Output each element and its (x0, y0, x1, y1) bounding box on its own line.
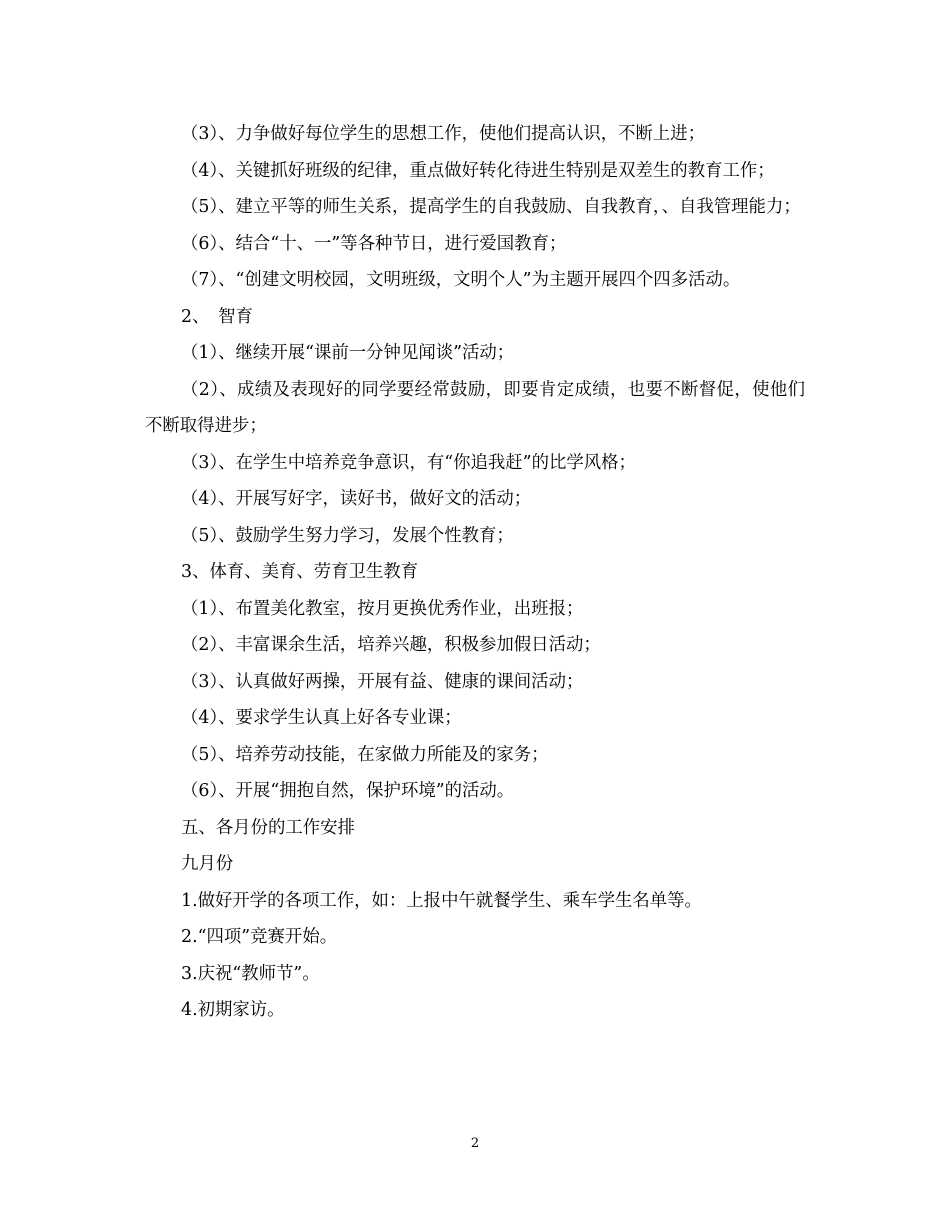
list-item: 4.初期家访。 (181, 1000, 285, 1020)
paragraph: （2）、成绩及表现好的同学要经常鼓励，即要肯定成绩，也要不断督促，使他们不断取得进步； (145, 379, 805, 436)
paragraph: （3）、力争做好每位学生的思想工作，使他们提高认识，不断上进； (181, 124, 706, 144)
section-heading: 五、各月份的工作安排 (181, 817, 355, 838)
paragraph: （5）、鼓励学生努力学习，发展个性教育； (181, 525, 514, 546)
document-body (145, 116, 805, 1029)
paragraph: （6）、开展“拥抱自然，保护环境”的活动。 (181, 781, 515, 801)
list-item: 3.庆祝“教师节”。 (181, 963, 320, 984)
paragraph: （4）、关键抓好班级的纪律，重点做好转化待进生特别是双差生的教育工作； (181, 160, 775, 181)
section-heading: 3、体育、美育、劳育卫生教育 (181, 562, 419, 582)
paragraph: （1）、继续开展“课前一分钟见闻谈”活动； (181, 343, 515, 363)
paragraph: （5）、培养劳动技能，在家做力所能及的家务； (181, 744, 549, 765)
paragraph: （3）、在学生中培养竞争意识，有“你追我赶”的比学风格； (181, 452, 636, 473)
paragraph: （4）、要求学生认真上好各专业课； (181, 708, 462, 728)
paragraph: （3）、认真做好两操，开展有益、健康的课间活动； (181, 671, 584, 692)
list-item: 1.做好开学的各项工作，如：上报中午就餐学生、乘车学生名单等。 (181, 890, 702, 911)
paragraph: （2）、丰富课余生活，培养兴趣，积极参加假日活动； (181, 635, 601, 655)
page-number: 2 (470, 1136, 480, 1151)
paragraph: （5）、建立平等的师生关系，提高学生的自我鼓励、自我教育，、自我管理能力； (181, 197, 801, 217)
section-heading: 2、 智育 (181, 306, 253, 327)
paragraph: （1）、布置美化教室，按月更换优秀作业，出班报； (181, 598, 584, 619)
paragraph: （7）、“创建文明校园，文明班级，文明个人”为主题开展四个四多活动。 (181, 270, 741, 290)
paragraph: （4）、开展写好字，读好书，做好文的活动； (181, 489, 532, 509)
paragraph: （6）、结合“十、一”等各种节日，进行爱国教育； (181, 233, 567, 254)
list-item: 2.“四项”竞赛开始。 (181, 927, 338, 947)
month-heading: 九月份 (181, 854, 234, 874)
